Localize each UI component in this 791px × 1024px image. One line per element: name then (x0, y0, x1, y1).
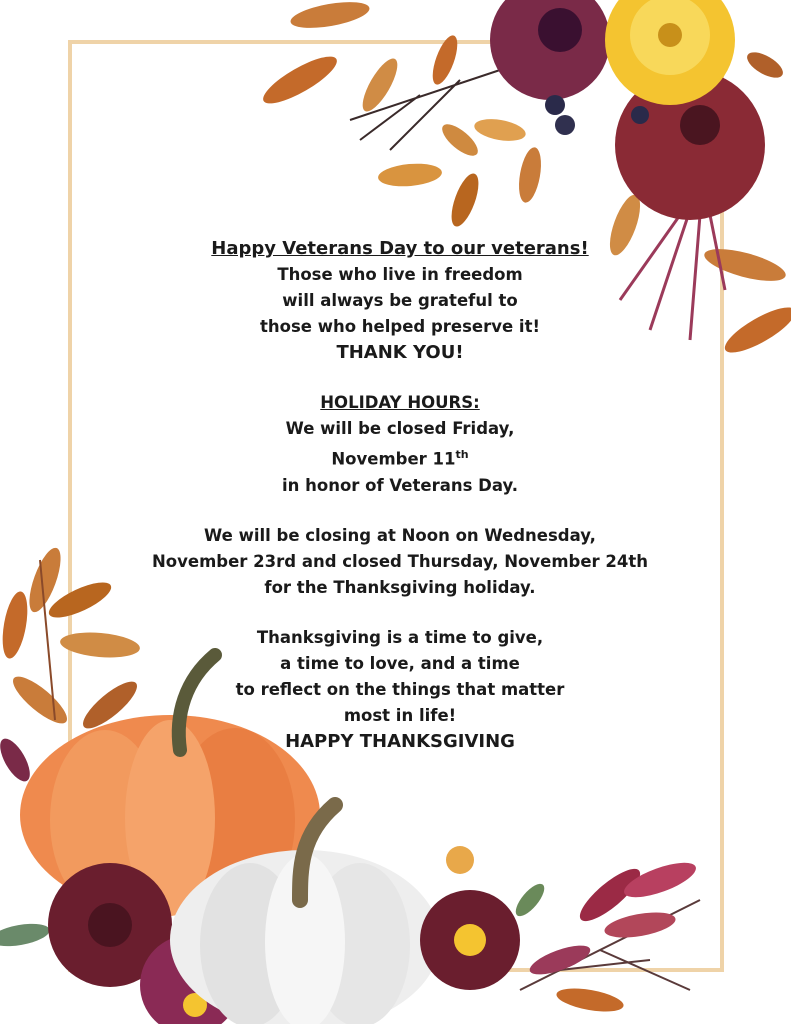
holiday-hours-heading: HOLIDAY HOURS: (320, 393, 480, 412)
thanksgiving-hours-line: We will be closing at Noon on Wednesday, (204, 525, 596, 545)
veterans-day-honor-text: in honor of Veterans Day. (281, 475, 518, 495)
thank-you-text: THANK YOU! (336, 342, 464, 363)
closed-date-suffix: th (455, 448, 469, 461)
closed-date: November 11 (331, 449, 456, 469)
happy-thanksgiving-text: HAPPY THANKSGIVING (285, 730, 515, 752)
flyer-text (110, 236, 690, 755)
quote-line: Thanksgiving is a time to give, (256, 627, 544, 647)
closed-date-text (110, 442, 690, 473)
quote-line: to reflect on the things that matter (235, 679, 565, 699)
freedom-line: those who helped preserve it! (260, 317, 540, 336)
freedom-line: will always be grateful to (282, 291, 518, 310)
quote-line: most in life! (343, 705, 457, 725)
closed-friday-text: We will be closed Friday, (285, 419, 515, 438)
thanksgiving-hours-line: for the Thanksgiving holiday. (264, 577, 536, 597)
leaves-bottom-right-icon (420, 846, 700, 1016)
freedom-line: Those who live in freedom (277, 265, 523, 284)
quote-line: a time to love, and a time (280, 653, 520, 673)
page-title: Happy Veterans Day to our veterans! (211, 238, 589, 259)
thanksgiving-hours-line: November 23rd and closed Thursday, November 24th (152, 551, 648, 571)
